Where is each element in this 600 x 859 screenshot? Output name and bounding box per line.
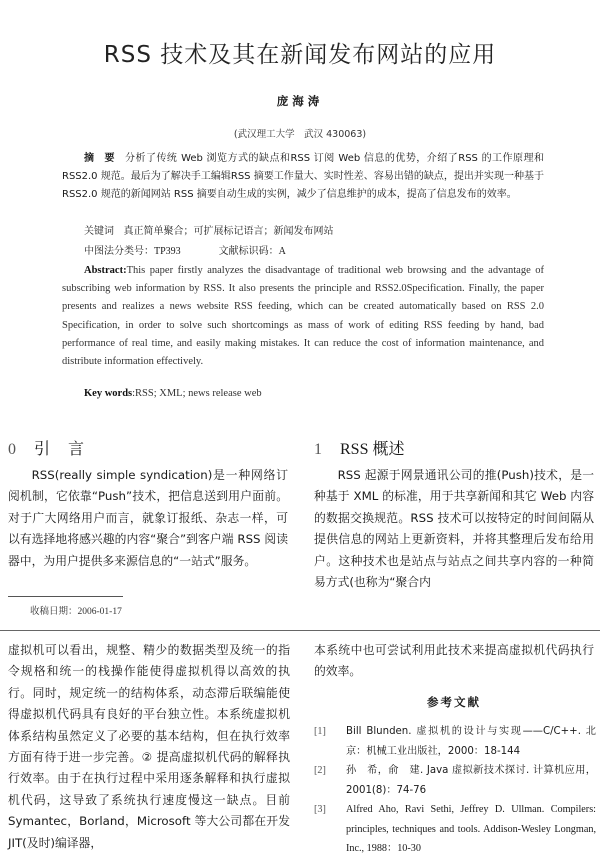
keywords-text: 真正简单聚合；可扩展标记语言；新闻发布网站 <box>123 226 334 237</box>
reference-text: Alfred Aho, Ravi Sethi, Jeffrey D. Ullman. Compilers: principles, techniques and tools. Addison-Wesley Longman, Inc., 1988：10-30 <box>346 804 596 854</box>
paper-title: RSS 技术及其在新闻发布网站的应用 <box>103 42 497 68</box>
received-label: 收稿日期： <box>30 606 78 617</box>
abstract-en-label: Abstract: <box>84 265 127 276</box>
section-number: 1 <box>314 441 322 458</box>
lower-left-column-text: 虚拟机可以看出，规整、精少的数据类型及统一的指令规格和统一的栈操作能使得虚拟机得以高效的执行。同时，规定统一的结构体系，动态滞后联编能使得虚拟机代码具有良好的平台独立性。本系统虚拟机体系结构虽然定义了必要的基本结构，但在执行效率方面有待于进一步完善。② 提高虚拟机代码的解释执行效率。由于在执行过程中采用逐条解释和执行虚拟机代码，这导致了系统执行速度慢这一缺点。目前Symantec，Borland，Microsoft 等大公司都在开发 JIT(及时)编译器， <box>8 643 290 850</box>
keywords-label: 关键词 <box>84 226 114 237</box>
english-abstract <box>62 262 544 371</box>
reference-text: Bill Blunden. 虚拟机的设计与实现——C/C++. 北京：机械工业出版社，2000：18-144 <box>346 726 596 757</box>
clc-code: TP393 <box>154 246 181 257</box>
received-value: 2006-01-17 <box>77 607 122 617</box>
received-date <box>30 603 122 617</box>
chinese-abstract <box>62 150 544 204</box>
section-number: 0 <box>8 441 16 458</box>
keywords-en-label: Key words <box>84 388 133 399</box>
section-heading-introduction <box>8 436 102 459</box>
reference-number: [2] <box>314 765 326 776</box>
references-list <box>314 722 596 859</box>
doc-code-label: 文献标识码： <box>218 246 279 257</box>
reference-item <box>314 722 596 761</box>
english-keywords <box>84 388 262 399</box>
page-split-divider <box>0 630 600 631</box>
lower-right-column-text: 本系统中也可尝试利用此技术来提高虚拟机代码执行的效率。 <box>314 643 594 679</box>
affiliation: (武汉理工大学 武汉 430063) <box>233 129 367 140</box>
abstract-en-text: This paper firstly analyzes the disadvantage of traditional web browsing and the advantage of subscribing web information by RSS. It also presents the principle and RSS2.0Specification. Finally, the paper presents and realizes a news website RSS feeding, which can be created automatically based on RSS 2.0 Specification, in order to solve such shortcomings as mass of work of editing RSS feeding by hand, bad performance of real time, and easily making mistakes. It can reduce the cost of information maintenance, and distribute information effectively. <box>62 265 544 368</box>
footnote-divider <box>8 596 123 597</box>
abstract-label: 摘要 <box>84 153 125 164</box>
reference-number: [1] <box>314 726 326 737</box>
reference-number: [3] <box>314 804 326 815</box>
section-title: 引言 <box>34 439 103 458</box>
reference-text: 孙 希，俞 建. Java 虚拟新技术探讨. 计算机应用，2001(8)：74-76 <box>346 765 596 796</box>
introduction-text: RSS(really simple syndication)是一种网络订阅机制，它依靠“Push”技术，把信息送到用户面前。对于广大网络用户而言，就象订报纸、杂志一样，可以有选择地将感兴趣的内容“聚合”到客户端 RSS 阅读器中，为用户提供多来源信息的“一站式”服务。 <box>8 468 288 568</box>
keywords-en-text: :RSS; XML; news release web <box>132 388 262 399</box>
reference-item <box>314 800 596 859</box>
doc-code: A <box>278 246 286 257</box>
references-title: 参考文献 <box>427 695 481 709</box>
abstract-text: 分析了传统 Web 浏览方式的缺点和RSS 订阅 Web 信息的优势，介绍了RSS 的工作原理和RSS2.0 规范。最后为了解决手工编辑RSS 摘要工作量大、实时性差、容易出错的缺点，提出并实现一种基于 RSS2.0 规范的新闻网站 RSS 摘要自动生成的实例，减少了信息维护的成本，提高了信息发布的效率。 <box>62 153 545 200</box>
author-name: 庞海涛 <box>276 94 324 108</box>
section-title: RSS 概述 <box>340 441 405 458</box>
chinese-keywords <box>84 222 334 237</box>
section-heading-rss-overview <box>314 436 404 459</box>
clc-label: 中图法分类号： <box>84 246 154 257</box>
rss-overview-text: RSS 起源于网景通讯公司的推(Push)技术，是一种基于 XML 的标准，用于共享新闻和其它 Web 内容的数据交换规范。RSS 技术可以按特定的时间间隔从提供信息的网站上更新资料，并将其整理后发布给用户。这种技术也是站点与站点之间共享内容的一种简易方式(也称为“聚合内 <box>314 468 594 590</box>
reference-item <box>314 761 596 800</box>
classification-line <box>84 242 286 257</box>
